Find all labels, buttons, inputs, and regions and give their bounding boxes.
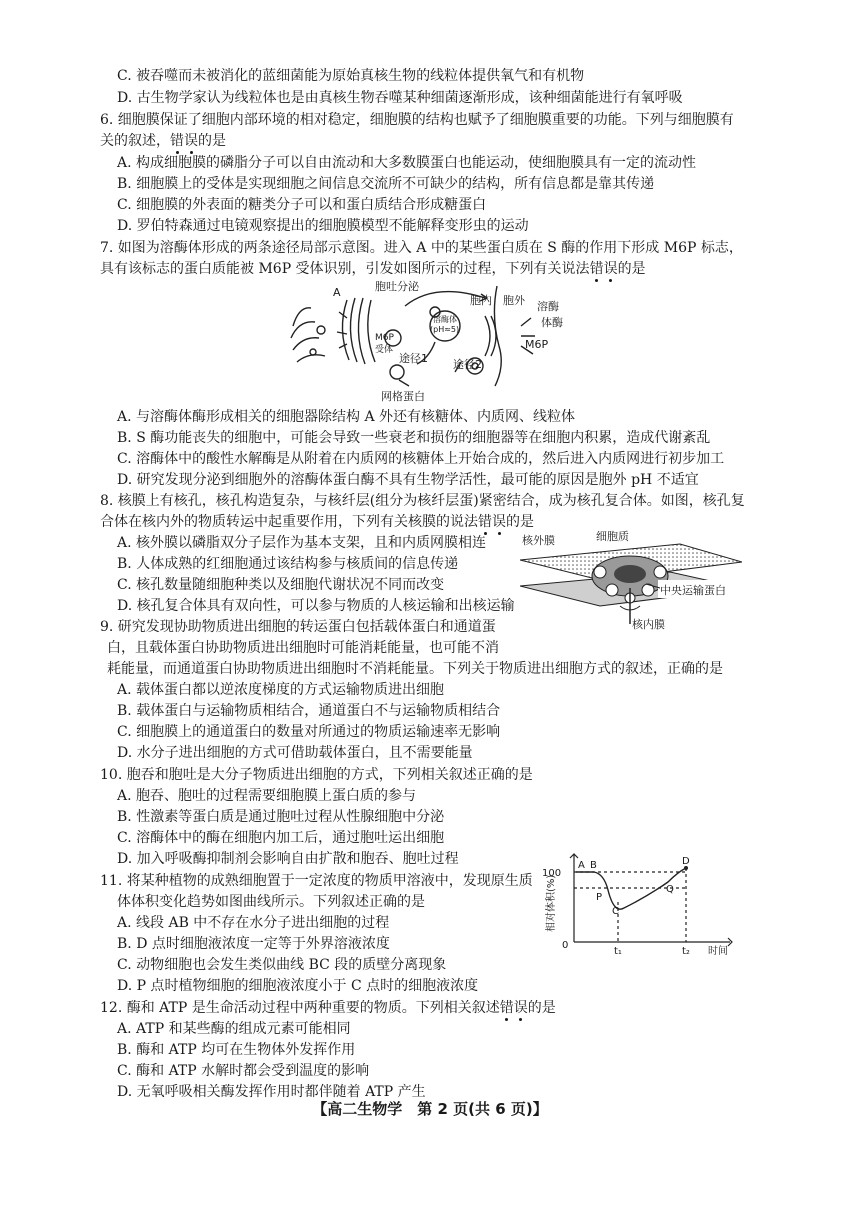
fig11-label-b: B — [590, 860, 597, 871]
question-9-stem-2: 白，且载体蛋白协助物质进出细胞时可能消耗能量，也可能不消 — [107, 640, 499, 656]
fig11-label-d: D — [682, 856, 690, 867]
fig11-label-c: C — [612, 906, 619, 917]
fig11-ylabel: 相对体积(%) — [546, 874, 557, 932]
fig8-label-inner: 核内膜 — [632, 618, 665, 631]
option-11c: C. 动物细胞也会发生类似曲线 BC 段的质壁分离现象 — [117, 957, 447, 973]
fig7-label-in: 胞内 — [470, 294, 492, 307]
fig7-label-m6pr2: 受体 — [375, 345, 394, 355]
option-12c: C. 酶和 ATP 水解时都会受到温度的影响 — [117, 1063, 370, 1079]
fig7-label-path1: 途径1 — [399, 352, 428, 365]
fig11-y100: 100 — [542, 868, 562, 879]
question-9-stem: 9. 研究发现协助物质进出细胞的转运蛋白包括载体蛋白和通道蛋 — [100, 619, 496, 635]
option-8b: B. 人体成熟的红细胞通过该结构参与核质间的信息传递 — [117, 556, 459, 572]
fig7-label-m6pr1: M6P — [375, 333, 394, 343]
question-6-stem-2: 关的叙述，错误的是 — [100, 133, 226, 149]
fig7-label-lyso: 溶酶体 — [433, 315, 457, 324]
option-8c: C. 核孔数量随细胞种类以及细胞代谢状况不同而改变 — [117, 577, 445, 593]
option-11d: D. P 点时植物细胞的细胞液浓度小于 C 点时的细胞液浓度 — [117, 978, 479, 994]
nuclear-pore-diagram — [520, 528, 742, 634]
option-12a: A. ATP 和某些酶的组成元素可能相同 — [117, 1021, 351, 1037]
fig11-t2: t₂ — [682, 946, 690, 957]
question-7-stem: 7. 如图为溶酶体形成的两条途径局部示意图。进入 A 中的某些蛋白质在 S 酶的作用下形成 M6P 标志， — [100, 240, 743, 256]
question-11-stem-2: 体体积变化趋势如图曲线所示。下列叙述正确的是 — [117, 894, 425, 910]
option-5c: C. 被吞噬而未被消化的蓝细菌能为原始真核生物的线粒体提供氧气和有机物 — [117, 68, 585, 84]
question-8-stem-2: 合体在核内外的物质转运中起重要作用，下列有关核膜的说法错误的是 — [100, 514, 534, 530]
option-5d: D. 古生物学家认为线粒体也是由真核生物吞噬某种细菌逐渐形成，该种细菌能进行有氧呼吸 — [117, 90, 683, 106]
option-9a: A. 载体蛋白都以逆浓度梯度的方式运输物质进出细胞 — [117, 682, 445, 698]
option-7a: A. 与溶酶体酶形成相关的细胞器除结构 A 外还有核糖体、内质网、线粒体 — [117, 409, 576, 425]
question-9-stem-3: 耗能量，而通道蛋白协助物质进出细胞时不消耗能量。下列关于物质进出细胞方式的叙述，正确的是 — [107, 661, 723, 677]
fig8-label-cyto: 细胞质 — [596, 530, 629, 543]
fig8-label-outer: 核外膜 — [522, 534, 555, 547]
option-9c: C. 细胞膜上的通道蛋白的数量对所通过的物质运输速率无影响 — [117, 724, 501, 740]
fig7-label-a: A — [333, 286, 341, 299]
option-10c: C. 溶酶体中的酶在细胞内加工后，通过胞吐运出细胞 — [117, 830, 445, 846]
option-6a: A. 构成细胞膜的磷脂分子可以自由流动和大多数膜蛋白也能运动，使细胞膜具有一定的流动性 — [117, 155, 697, 171]
fig7-label-ph: (pH≈5) — [430, 325, 460, 334]
option-8a: A. 核外膜以磷脂双分子层作为基本支架，且和内质网膜相连 — [117, 535, 487, 551]
question-11-stem: 11. 将某种植物的成熟细胞置于一定浓度的物质甲溶液中，发现原生质 — [100, 873, 533, 889]
option-10b: B. 性激素等蛋白质是通过胞吐过程从性腺细胞中分泌 — [117, 809, 445, 825]
fig7-label-grid: 网格蛋白 — [381, 390, 425, 403]
option-12b: B. 酶和 ATP 均可在生物体外发挥作用 — [117, 1042, 356, 1058]
page-footer: 【高二生物学 第 2 页(共 6 页)】 — [312, 1100, 548, 1118]
option-11a: A. 线段 AB 中不存在水分子进出细胞的过程 — [117, 915, 390, 931]
option-10d: D. 加入呼吸酶抑制剂会影响自由扩散和胞吞、胞吐过程 — [117, 851, 459, 867]
option-8d: D. 核孔复合体具有双向性，可以参与物质的人核运输和出核运输 — [117, 598, 515, 614]
fig7-label-top: 胞吐分泌 — [375, 280, 419, 293]
volume-curve-chart — [538, 850, 738, 962]
question-7-stem-2: 具有该标志的蛋白质能被 M6P 受体识别，引发如图所示的过程，下列有关说法错误的是 — [100, 261, 646, 277]
option-7b: B. S 酶功能丧失的细胞中，可能会导致一些衰老和损伤的细胞器等在细胞内积累，造成代谢紊乱 — [117, 430, 711, 446]
question-10-stem: 10. 胞吞和胞吐是大分子物质进出细胞的方式，下列相关叙述正确的是 — [100, 767, 533, 783]
fig11-label-q: Q — [666, 884, 674, 895]
option-6b: B. 细胞膜上的受体是实现细胞之间信息交流所不可缺少的结构，所有信息都是靠其传递 — [117, 176, 655, 192]
fig7-label-enzyme: 溶酶 — [537, 300, 559, 313]
fig8-label-central: 中央运输蛋白 — [660, 584, 726, 597]
option-7c: C. 溶酶体中的酸性水解酶是从附着在内质网的核糖体上开始合成的，然后进入内质网进行初步加工 — [117, 451, 725, 467]
lysosome-diagram — [285, 276, 585, 404]
option-11b: B. D 点时细胞液浓度一定等于外界溶液浓度 — [117, 936, 390, 952]
question-6-stem: 6. 细胞膜保证了细胞内部环境的相对稳定，细胞膜的结构也赋予了细胞膜重要的功能。下列与细胞膜有 — [100, 112, 734, 128]
option-6c: C. 细胞膜的外表面的糖类分子可以和蛋白质结合形成糖蛋白 — [117, 197, 487, 213]
fig7-label-enzyme2: 体酶 — [541, 316, 563, 329]
fig11-t1: t₁ — [614, 946, 622, 957]
fig11-y0: 0 — [562, 940, 569, 951]
fig7-label-out: 胞外 — [503, 294, 525, 307]
fig11-label-a: A — [578, 860, 585, 871]
question-8-stem: 8. 核膜上有核孔，核孔构造复杂，与核纤层(组分为核纤层蛋)紧密结合，成为核孔复合体。如图，核孔复 — [100, 493, 745, 509]
option-10a: A. 胞吞、胞吐的过程需要细胞膜上蛋白质的参与 — [117, 788, 417, 804]
option-7d: D. 研究发现分泌到细胞外的溶酶体蛋白酶不具有生物学活性，最可能的原因是胞外 pH 不适宜 — [117, 472, 699, 488]
fig11-label-p: P — [596, 892, 603, 903]
option-9b: B. 载体蛋白与运输物质相结合，通道蛋白不与运输物质相结合 — [117, 703, 501, 719]
option-12d: D. 无氧呼吸相关酶发挥作用时都伴随着 ATP 产生 — [117, 1084, 426, 1100]
option-6d: D. 罗伯特森通过电镜观察提出的细胞膜模型不能解释变形虫的运动 — [117, 218, 529, 234]
option-9d: D. 水分子进出细胞的方式可借助载体蛋白，且不需要能量 — [117, 745, 473, 761]
fig11-xlabel: 时间 — [708, 946, 728, 957]
fig7-label-m6p: M6P — [525, 338, 549, 351]
question-12-stem: 12. 酶和 ATP 是生命活动过程中两种重要的物质。下列相关叙述错误的是 — [100, 1000, 556, 1016]
fig7-label-path2: 途径2 — [453, 358, 482, 371]
